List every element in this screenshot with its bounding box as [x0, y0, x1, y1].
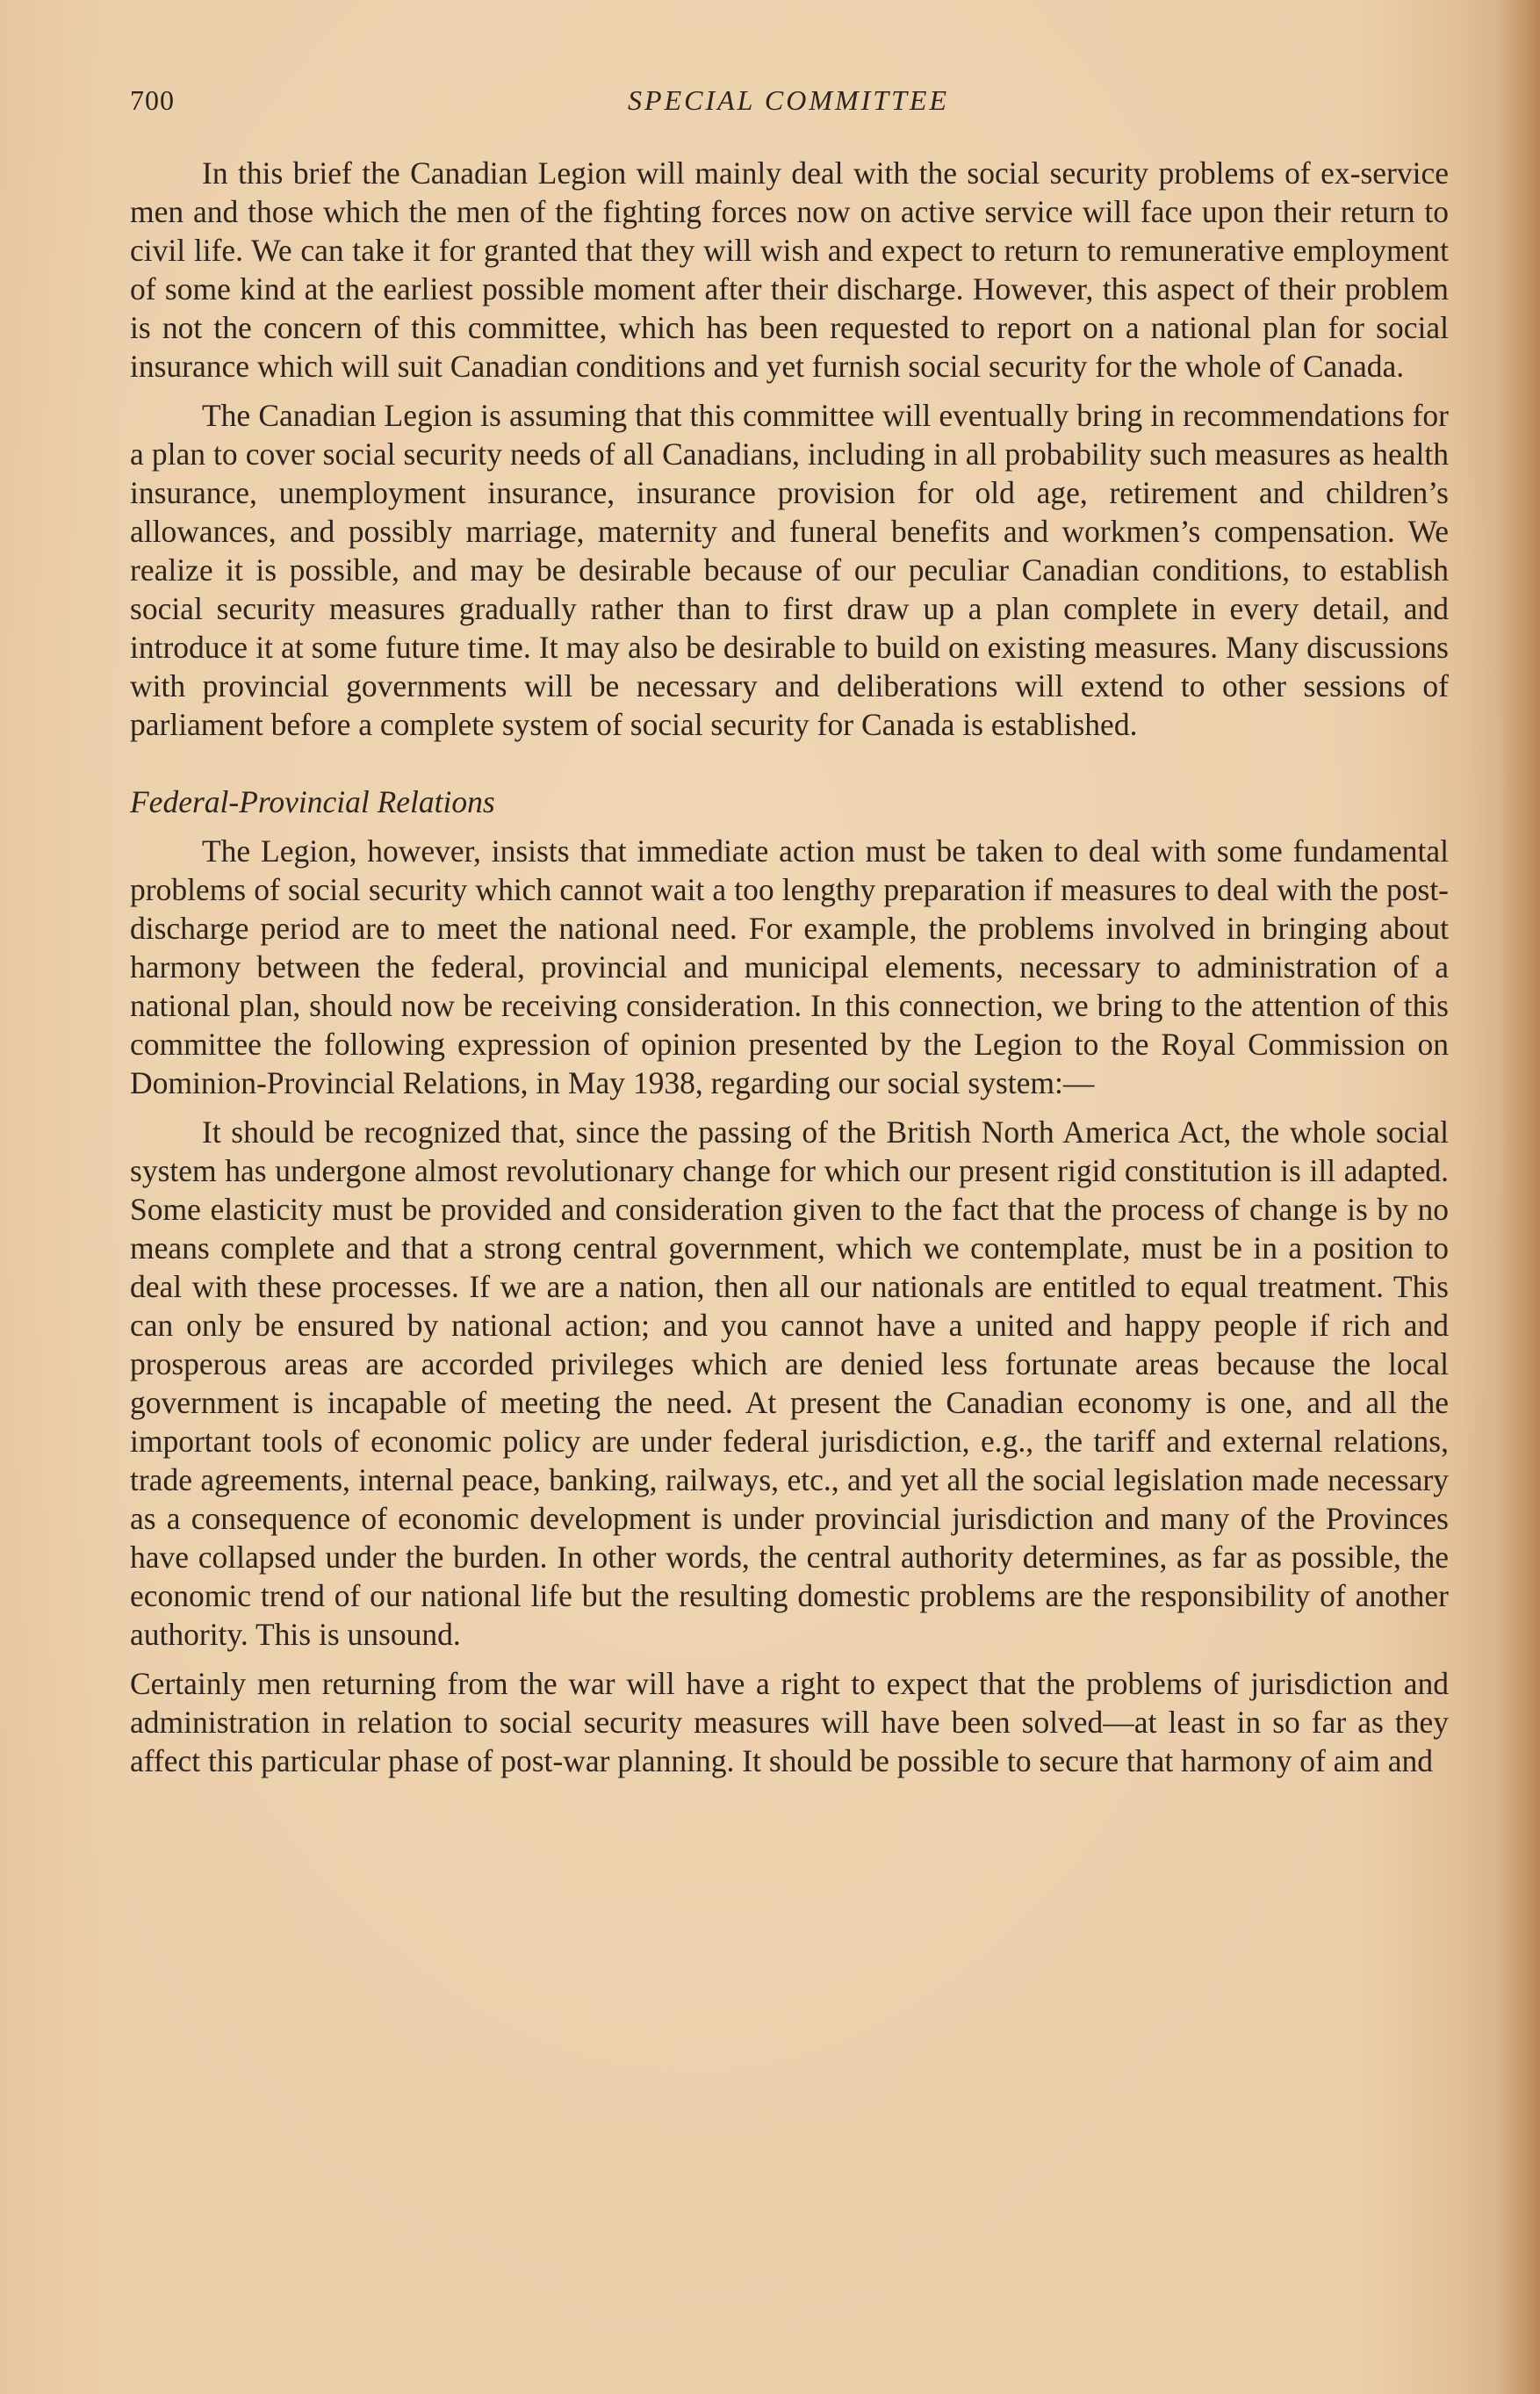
section-heading: Federal-Provincial Relations — [130, 784, 495, 819]
page-header — [130, 84, 1447, 128]
body-text — [130, 154, 1449, 1791]
page-edge-shadow — [1500, 0, 1540, 2394]
paragraph: Certainly men returning from the war will have a right to expect that the problems of jurisdiction and administration in relation to social security measures will have been solved—at least in so far as they affect this particular phase of post-war planning. It should be possible to secure that harmony of aim and — [130, 1666, 1449, 1778]
paragraph: In this brief the Canadian Legion will mainly deal with the social security problems of ex-service men and those which the men of the fighting forces now on active service will face upon their return to civil life. We can take it for granted that they will wish and expect to return to remunerative employment of some kind at the earliest possible moment after their discharge. However, this aspect of their problem is not the concern of this committee, which has been requested to report on a national plan for social insurance which will suit Canadian conditions and yet furnish social security for the whole of Canada. — [130, 155, 1449, 384]
running-head: SPECIAL COMMITTEE — [628, 84, 949, 116]
page-number: 700 — [130, 84, 175, 116]
paragraph: The Legion, however, insists that immediate action must be taken to deal with some fundamental problems of social security which cannot wait a too lengthy preparation if measures to deal with the post-discharge period are to meet the national need. For example, the problems involved in bringing about harmony between the federal, provincial and municipal elements, necessary to administration of a national plan, should now be receiving consideration. In this connection, we bring to the attention of this committee the following expression of opinion presented by the Legion to the Royal Commission on Dominion-Provincial Relations, in May 1938, regarding our social system:— — [130, 833, 1449, 1100]
paragraph: The Canadian Legion is assuming that this committee will eventually bring in recommendations for a plan to cover social security needs of all Canadians, including in all probability such measures as health insurance, unemployment insurance, insurance provision for old age, retirement and children’s allowances, and possibly marriage, maternity and funeral benefits and workmen’s compensation. We realize it is possible, and may be desirable because of our peculiar Canadian conditions, to establish social security measures gradually rather than to first draw up a plan complete in every detail, and introduce it at some future time. It may also be desirable to build on existing measures. Many discussions with provincial governments will be necessary and deliberations will extend to other sessions of parliament before a complete system of social security for Canada is established. — [130, 398, 1449, 742]
block-quotation: It should be recognized that, since the passing of the British North America Act, the whole social system has undergone almost revolutionary change for which our present rigid constitution is ill adapted. Some elasticity must be provided and consideration given to the fact that the process of change is by no means complete and that a strong central government, which we contemplate, must be in a position to deal with these processes. If we are a nation, then all our nationals are entitled to equal treatment. This can only be ensured by national action; and you cannot have a united and happy people if rich and prosperous areas are accorded privileges which are denied less fortunate areas because the local government is incapable of meeting the need. At present the Canadian economy is one, and all the important tools of economic policy are under federal jurisdiction, e.g., the tariff and external relations, trade agreements, internal peace, banking, railways, etc., and yet all the social legislation made necessary as a consequence of economic development is under provincial jurisdiction and many of the Provinces have collapsed under the burden. In other words, the central authority determines, as far as possible, the economic trend of our national life but the resulting domestic problems are the responsibility of another authority. This is unsound. — [130, 1114, 1449, 1652]
